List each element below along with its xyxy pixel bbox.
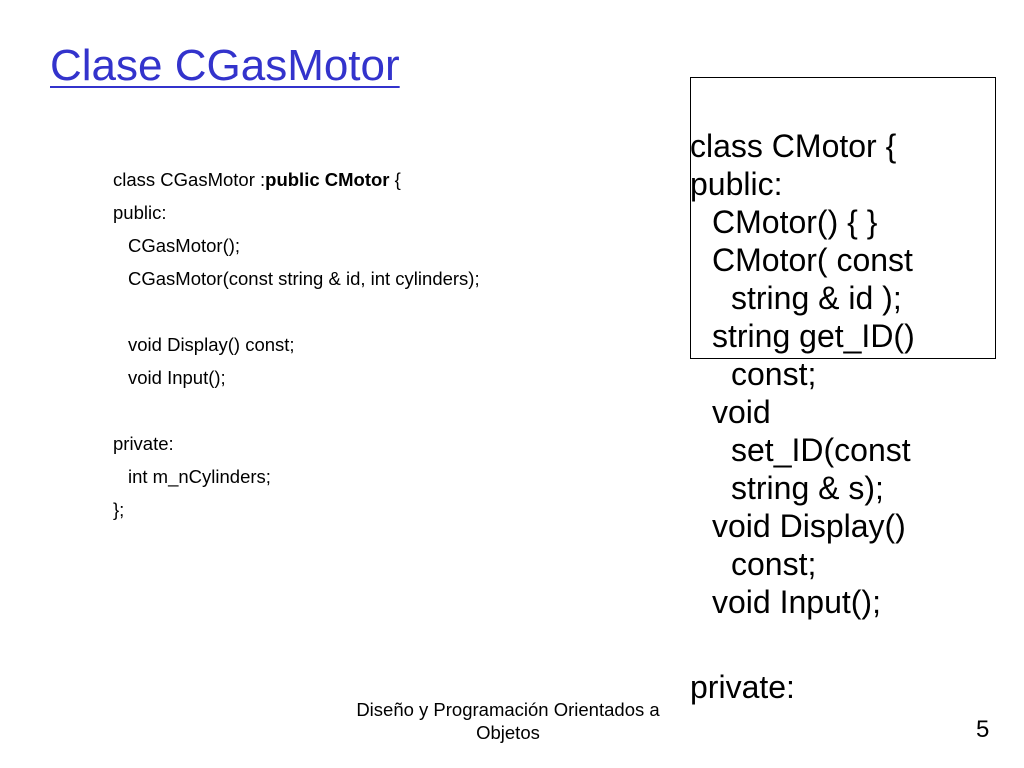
slide-footer [300,698,716,744]
code-line-continuation: const; [731,356,817,392]
code-text: class CGasMotor : [113,169,266,190]
code-line: string get_ID() [712,318,915,354]
footer-line: Diseño y Programación Orientados a [356,699,660,720]
code-line: CGasMotor(); [128,235,241,256]
code-line-blank [113,394,480,427]
code-text: { [389,169,401,190]
footer-line: Objetos [476,722,540,743]
code-line: CGasMotor(const string & id, int cylinders); [128,268,480,289]
code-line: void Display() const; [128,334,295,355]
page-number: 5 [976,716,990,743]
code-line: public: [113,202,167,223]
code-line: void [712,394,771,430]
code-line: private: [113,433,174,454]
code-line-continuation: string & id ); [731,280,902,316]
code-text-bold: public CMotor [265,169,390,190]
cgasmotor-code-block [113,163,480,526]
code-line: CMotor( const [712,242,913,278]
code-line: CMotor() { } [712,204,878,240]
code-line: void Display() [712,508,906,544]
code-line-continuation: string & s); [731,470,884,506]
code-line: int m_nCylinders; [128,466,271,487]
slide-title: Clase CGasMotor [50,41,400,90]
code-line [113,163,480,196]
code-line: public: [690,166,783,202]
code-line-continuation: set_ID(const [731,432,911,468]
code-line-blank [113,295,480,328]
code-line-continuation: const; [731,546,817,582]
code-line: }; [113,499,125,520]
code-line: void Input(); [128,367,226,388]
code-line-blank [690,621,915,668]
cmotor-code-block [690,127,915,706]
code-line: private: [690,669,795,705]
code-line: void Input(); [712,584,881,620]
code-line: class CMotor { [690,128,897,164]
